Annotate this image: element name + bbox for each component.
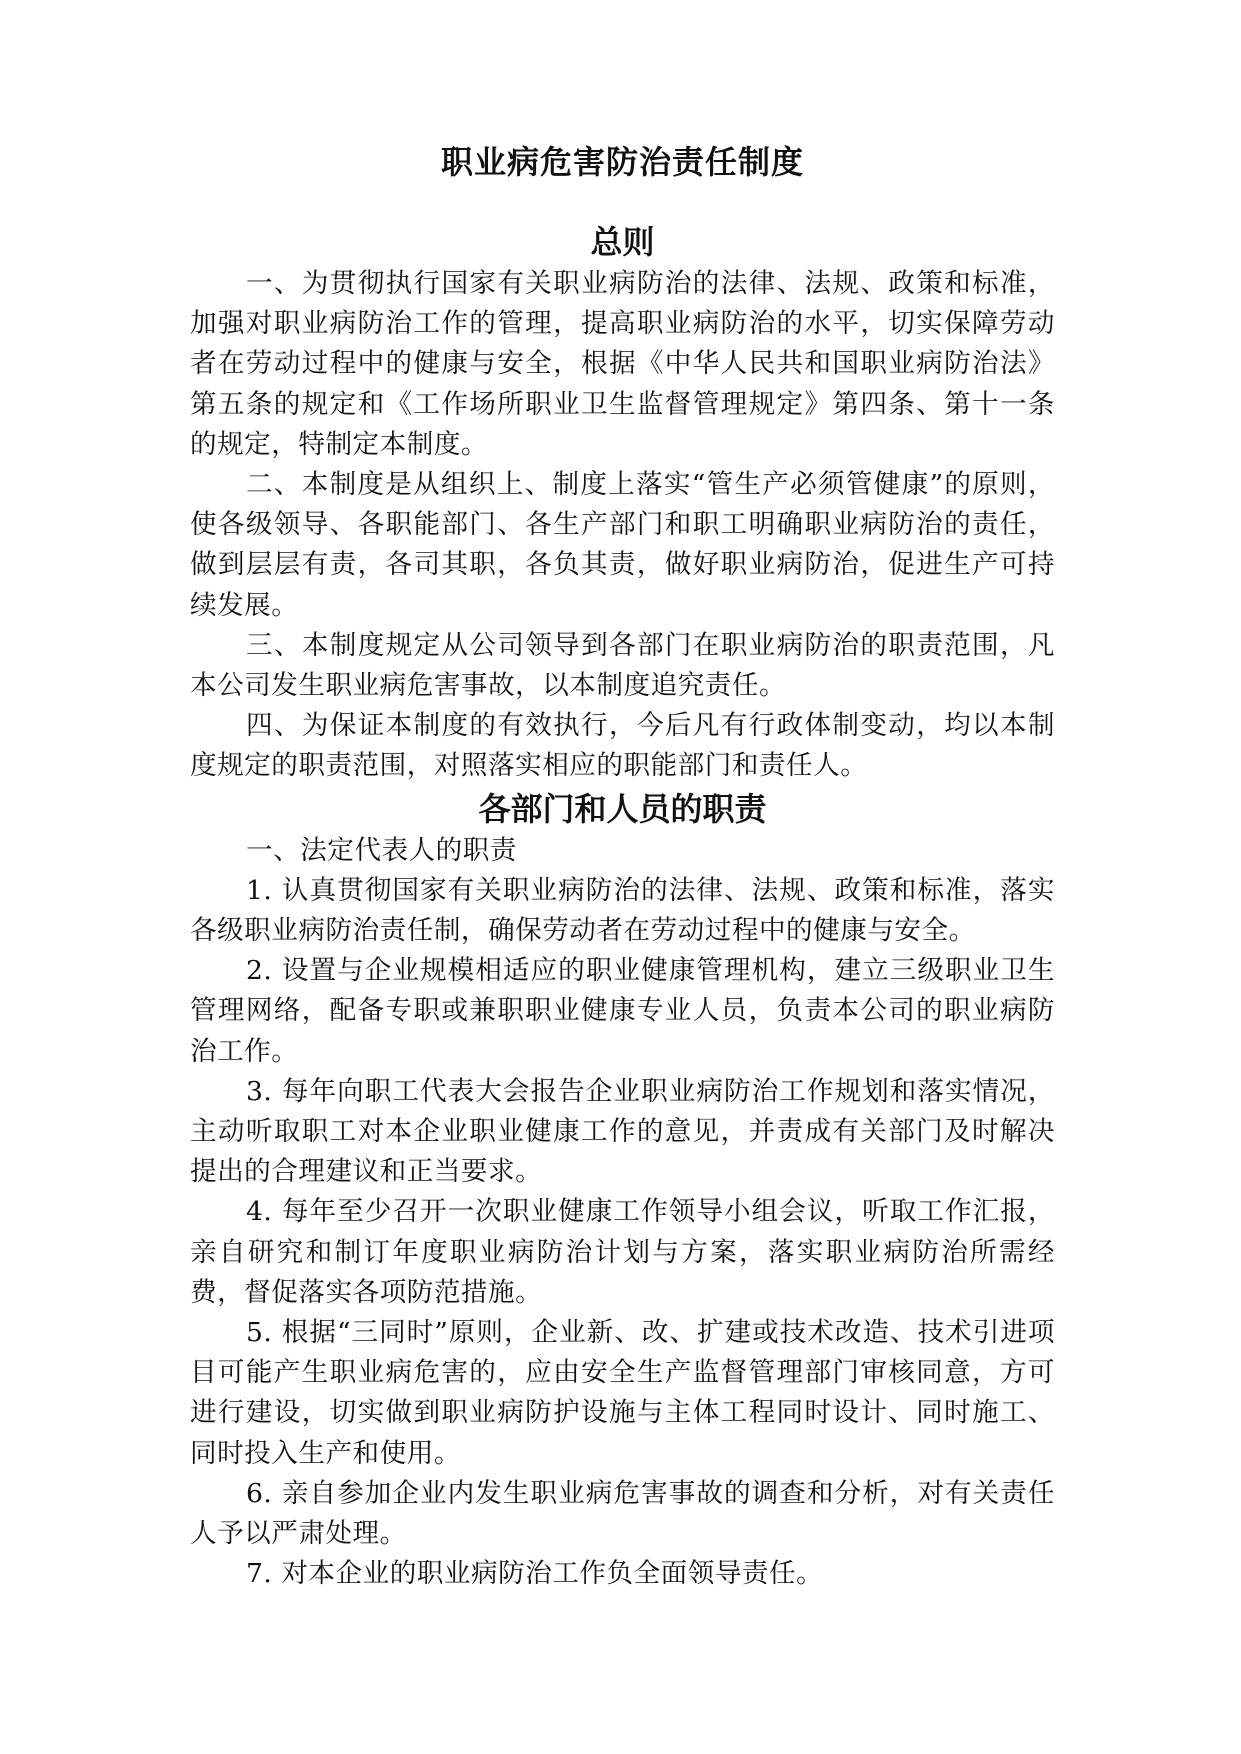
document-body: [190, 140, 1055, 1595]
paragraph: 四、为保证本制度的有效执行，今后凡有行政体制变动，均以本制度规定的职责范围，对照落实相应的职能部门和责任人。: [190, 710, 1055, 782]
list-item: 5. 根据“三同时”原则，企业新、改、扩建或技术改造、技术引进项目可能产生职业病危害的，应由安全生产监督管理部门审核同意，方可进行建设，切实做到职业病防护设施与主体工程同时设计、同时施工、同时投入生产和使用。: [190, 1317, 1055, 1469]
list-item: 7. 对本企业的职业病防治工作负全面领导责任。: [246, 1558, 824, 1590]
paragraph: 二、本制度是从组织上、制度上落实“管生产必须管健康”的原则，使各级领导、各职能部门、各生产部门和职工明确职业病防治的责任，做到层层有责，各司其职，各负其责，做好职业病防治，促进生产可持续发展。: [190, 469, 1055, 621]
section-heading-responsibilities: 各部门和人员的职责: [478, 789, 767, 828]
list-item: 3. 每年向职工代表大会报告企业职业病防治工作规划和落实情况，主动听取职工对本企业职业健康工作的意见，并责成有关部门及时解决提出的合理建议和正当要求。: [190, 1075, 1055, 1188]
list-item: 4. 每年至少召开一次职业健康工作领导小组会议，听取工作汇报，亲自研究和制订年度职业病防治计划与方案，落实职业病防治所需经费，督促落实各项防范措施。: [190, 1196, 1055, 1308]
paragraph: 一、为贯彻执行国家有关职业病防治的法律、法规、政策和标准，加强对职业病防治工作的管理，提高职业病防治的水平，切实保障劳动者在劳动过程中的健康与安全，根据《中华人民共和国职业病防治法》第五条的规定和《工作场所职业卫生监督管理规定》第四条、第十一条的规定，特制定本制度。: [190, 268, 1055, 460]
paragraph: 三、本制度规定从公司领导到各部门在职业病防治的职责范围，凡本公司发生职业病危害事故，以本制度追究责任。: [190, 629, 1055, 702]
list-item: 1. 认真贯彻国家有关职业病防治的法律、法规、政策和标准，落实各级职业病防治责任制，确保劳动者在劳动过程中的健康与安全。: [190, 874, 1055, 947]
list-item: 6. 亲自参加企业内发生职业病危害事故的调查和分析，对有关责任人予以严肃处理。: [190, 1477, 1055, 1550]
subsection-heading: 一、法定代表人的职责: [246, 834, 517, 866]
document-title: 职业病危害防治责任制度: [440, 143, 804, 181]
list-item: 2. 设置与企业规模相适应的职业健康管理机构，建立三级职业卫生管理网络，配备专职或兼职职业健康专业人员，负责本公司的职业病防治工作。: [190, 955, 1055, 1067]
section-heading-general: 总则: [590, 223, 655, 261]
